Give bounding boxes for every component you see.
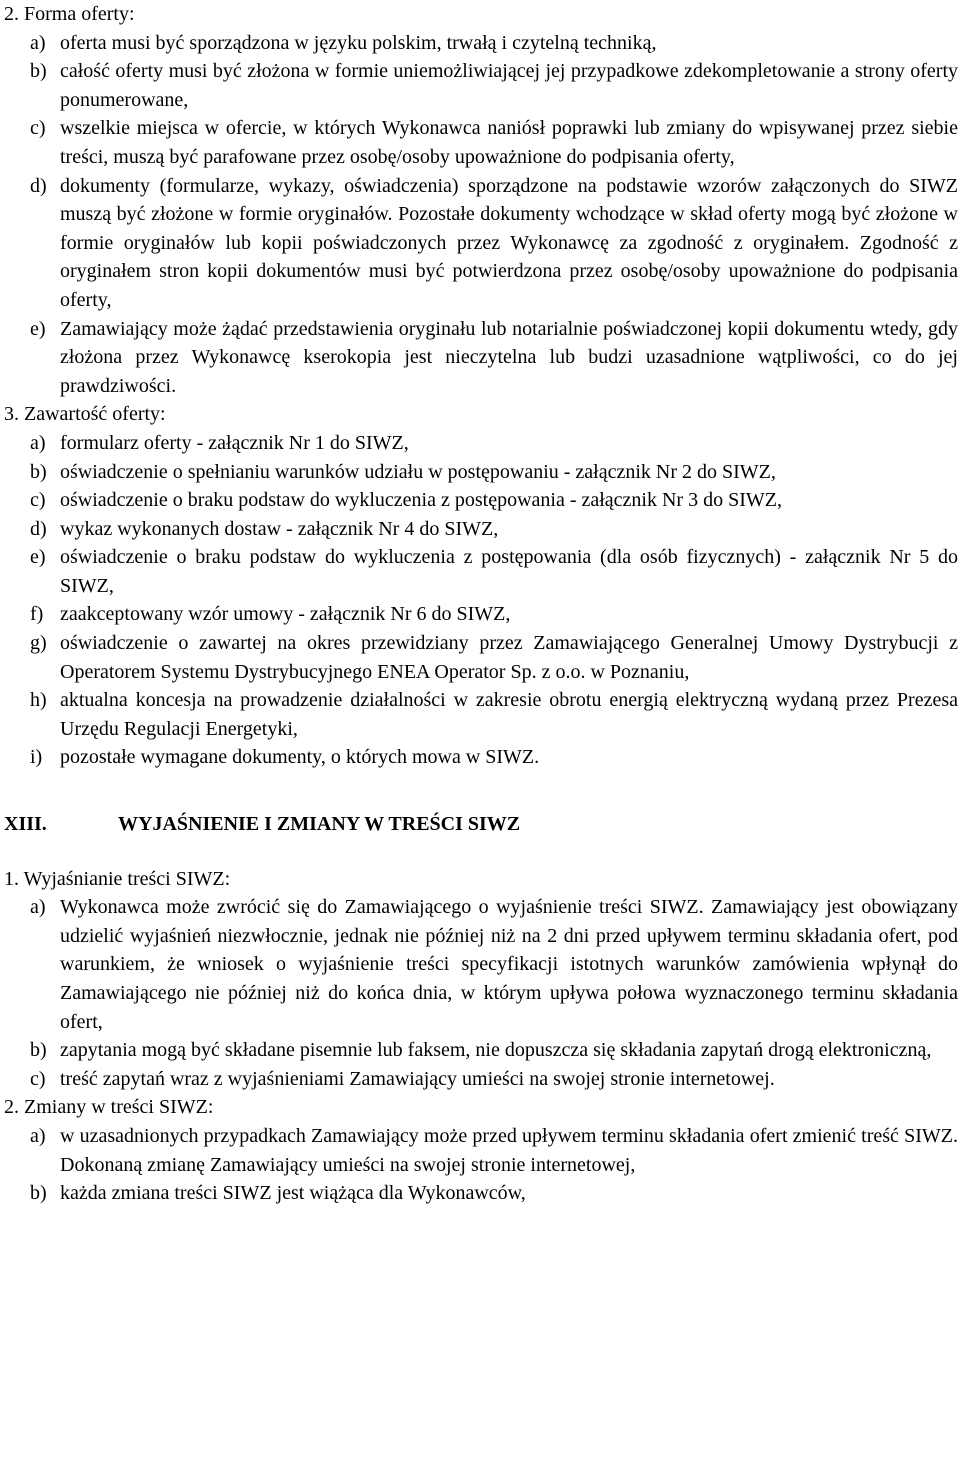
section-clarification bbox=[4, 865, 958, 1094]
section-offer-contents bbox=[4, 400, 958, 772]
list-item bbox=[30, 629, 958, 686]
item-text: zaakceptowany wzór umowy - załącznik Nr 6 do SIWZ, bbox=[60, 603, 511, 626]
item-text: wykaz wykonanych dostaw - załącznik Nr 4 do SIWZ, bbox=[60, 517, 499, 540]
list-item bbox=[30, 458, 958, 487]
section-number: XIII. bbox=[4, 813, 47, 836]
item-marker: c) bbox=[30, 489, 46, 512]
list-item bbox=[30, 29, 958, 58]
item-marker: a) bbox=[30, 31, 46, 54]
section-form-of-offer bbox=[4, 0, 958, 400]
item-marker: d) bbox=[30, 174, 47, 197]
item-marker: a) bbox=[30, 896, 46, 919]
list-item bbox=[30, 1065, 958, 1094]
list-item bbox=[30, 114, 958, 171]
list-item bbox=[30, 743, 958, 772]
list-item bbox=[30, 486, 958, 515]
item-list bbox=[30, 893, 958, 1093]
item-marker: e) bbox=[30, 317, 46, 340]
item-marker: c) bbox=[30, 1067, 46, 1090]
list-item bbox=[30, 515, 958, 544]
section-title: 2. Forma oferty: bbox=[4, 3, 135, 25]
item-text: dokumenty (formularze, wykazy, oświadczenia) sporządzone na podstawie wzorów załączonych do SIWZ muszą być złożone w formie oryginałów. Pozostałe dokumenty wchodzące w skład oferty mogą być złożone w formie oryginałów lub kopii poświadczonych przez Wykonawcę za zgodność z oryginałem. Zgodność z oryginałem stron kopii dokumentów musi być potwierdzona przez osobę/osoby upoważnione do podpisania oferty, bbox=[60, 174, 958, 311]
item-text: oświadczenie o braku podstaw do wykluczenia z postępowania - załącznik Nr 3 do SIWZ, bbox=[60, 489, 782, 512]
item-marker: g) bbox=[30, 632, 47, 655]
item-marker: i) bbox=[30, 746, 43, 769]
item-marker: b) bbox=[30, 460, 47, 483]
list-item bbox=[30, 543, 958, 600]
item-marker: f) bbox=[30, 603, 44, 626]
section-title: 1. Wyjaśnianie treści SIWZ: bbox=[4, 867, 231, 890]
item-text: oświadczenie o spełnianiu warunków udziału w postępowaniu - załącznik Nr 2 do SIWZ, bbox=[60, 460, 776, 483]
item-text: w uzasadnionych przypadkach Zamawiający może przed upływem terminu składania ofert zmienić treść SIWZ. Dokonaną zmianę Zamawiający umieści na swojej stronie internetowej, bbox=[60, 1124, 958, 1176]
item-text: zapytania mogą być składane pisemnie lub faksem, nie dopuszcza się składania zapytań drogą elektroniczną, bbox=[60, 1039, 932, 1062]
item-text: Wykonawca może zwrócić się do Zamawiającego o wyjaśnienie treści SIWZ. Zamawiający jest obowiązany udzielić wyjaśnień niezwłocznie, jednak nie później niż na 2 dni przed upływem terminu składania ofert, pod warunkiem, że wniosek o wyjaśnienie treści specyfikacji istotnych warunków zamówienia wpłynął do Zamawiającego nie później niż do końca dnia, w którym upływa połowa wyznaczonego terminu składania ofert, bbox=[60, 896, 958, 1033]
list-item bbox=[30, 1179, 958, 1208]
item-text: pozostałe wymagane dokumenty, o których mowa w SIWZ. bbox=[60, 746, 540, 769]
list-item bbox=[30, 600, 958, 629]
section-heading bbox=[4, 810, 958, 839]
item-text: każda zmiana treści SIWZ jest wiążąca dla Wykonawców, bbox=[60, 1182, 526, 1205]
item-text: oferta musi być sporządzona w języku polskim, trwałą i czytelną techniką, bbox=[60, 31, 657, 54]
list-item bbox=[30, 429, 958, 458]
list-item bbox=[30, 1036, 958, 1065]
item-marker: b) bbox=[30, 1182, 47, 1205]
list-item bbox=[30, 57, 958, 114]
list-item bbox=[30, 893, 958, 1036]
item-marker: d) bbox=[30, 517, 47, 540]
list-item bbox=[30, 315, 958, 401]
item-text: Zamawiający może żądać przedstawienia oryginału lub notarialnie poświadczonej kopii dokumentu wtedy, gdy złożona przez Wykonawcę kserokopia jest nieczytelna lub budzi uzasadnione wątpliwości, co do jej prawdziwości. bbox=[60, 317, 958, 397]
item-text: wszelkie miejsca w ofercie, w których Wykonawca naniósł poprawki lub zmiany do wpisywanej przez siebie treści, muszą być parafowane przez osobę/osoby upoważnione do podpisania oferty, bbox=[60, 117, 958, 168]
section-heading-title: WYJAŚNIENIE I ZMIANY W TREŚCI SIWZ bbox=[118, 813, 521, 836]
list-item bbox=[30, 172, 958, 315]
section-title: 3. Zawartość oferty: bbox=[4, 403, 166, 426]
item-text: treść zapytań wraz z wyjaśnieniami Zamawiający umieści na swojej stronie internetowej. bbox=[60, 1067, 775, 1090]
item-marker: c) bbox=[30, 117, 46, 140]
section-title: 2. Zmiany w treści SIWZ: bbox=[4, 1096, 214, 1119]
item-list bbox=[30, 1122, 958, 1208]
item-marker: a) bbox=[30, 431, 46, 454]
item-text: formularz oferty - załącznik Nr 1 do SIWZ, bbox=[60, 431, 409, 454]
item-marker: e) bbox=[30, 546, 46, 569]
list-item bbox=[30, 1122, 958, 1179]
item-marker: a) bbox=[30, 1124, 46, 1147]
list-item bbox=[30, 686, 958, 743]
item-text: całość oferty musi być złożona w formie uniemożliwiającej jej przypadkowe zdekompletowanie a strony oferty ponumerowane, bbox=[60, 60, 958, 111]
item-text: aktualna koncesja na prowadzenie działalności w zakresie obrotu energią elektryczną wydaną przez Prezesa Urzędu Regulacji Energetyki, bbox=[60, 689, 958, 740]
item-list bbox=[30, 29, 958, 401]
item-text: oświadczenie o braku podstaw do wykluczenia z postępowania (dla osób fizycznych) - załącznik Nr 5 do SIWZ, bbox=[60, 546, 958, 597]
item-marker: h) bbox=[30, 689, 47, 712]
item-marker: b) bbox=[30, 60, 47, 83]
item-marker: b) bbox=[30, 1039, 47, 1062]
item-list bbox=[30, 429, 958, 772]
section-changes bbox=[4, 1093, 958, 1207]
item-text: oświadczenie o zawartej na okres przewidziany przez Zamawiającego Generalnej Umowy Dystrybucji z Operatorem Systemu Dystrybucyjnego ENEA Operator Sp. z o.o. w Poznaniu, bbox=[60, 632, 958, 683]
